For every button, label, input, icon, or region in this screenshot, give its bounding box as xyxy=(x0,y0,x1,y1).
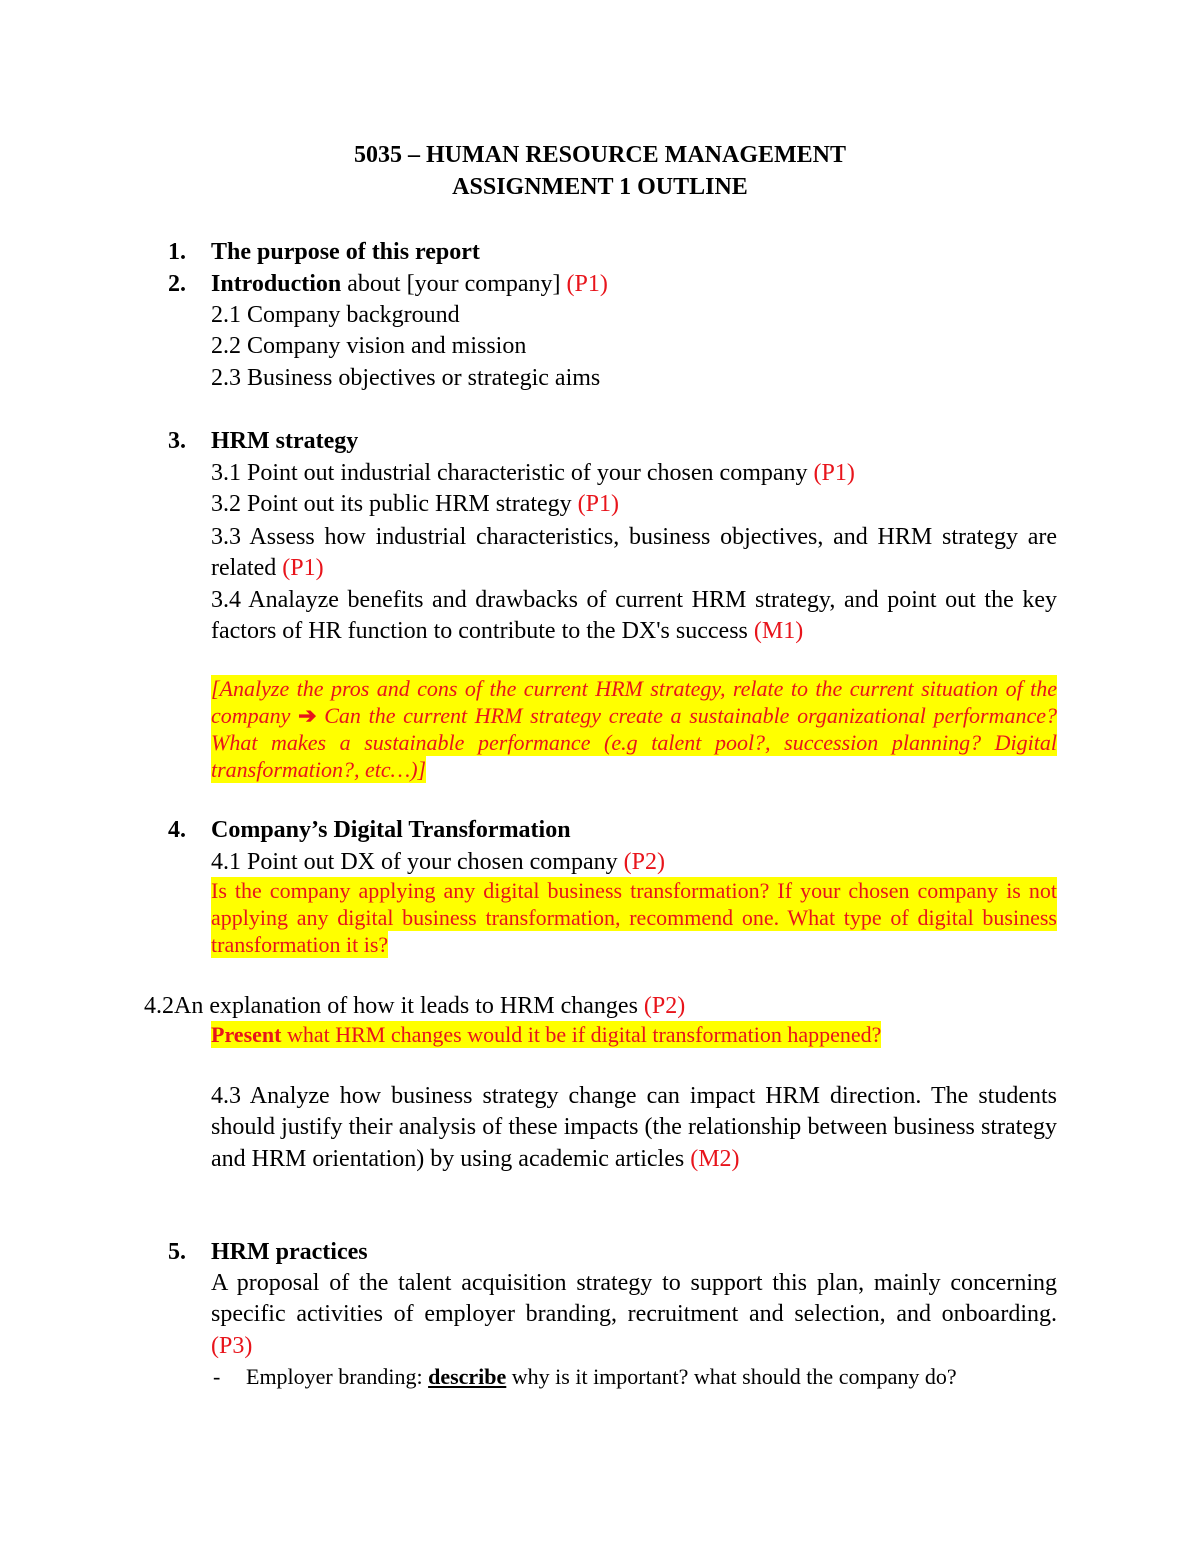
section-5-number: 5. xyxy=(168,1239,186,1265)
section-1-heading: The purpose of this report xyxy=(211,239,480,265)
section-3-item: 3.4 Analayze benefits and drawbacks of current HRM strategy, and point out the key factors of HR function to contribute to the DX's success (M1) xyxy=(211,587,1057,645)
section-2-item: 2.1 Company background xyxy=(211,302,460,328)
document-title: 5035 – HUMAN RESOURCE MANAGEMENT xyxy=(354,142,846,168)
section-5-heading: HRM practices xyxy=(211,1239,368,1265)
mark-tag: (P1) xyxy=(577,491,620,517)
section-1-number: 1. xyxy=(168,239,186,265)
section-3-item: 3.3 Assess how industrial characteristics, business objectives, and HRM strategy are related (P1) xyxy=(211,524,1057,582)
mark-tag: (M2) xyxy=(690,1145,740,1172)
document-subtitle: ASSIGNMENT 1 OUTLINE xyxy=(452,174,748,200)
section-4-item: 4.3 Analyze how business strategy change can impact HRM direction. The students should justify their analysis of these impacts (the relationship between business strategy and HRM orientation) by using academic articles (M2) xyxy=(211,1083,1057,1172)
section-5-paragraph: A proposal of the talent acquisition strategy to support this plan, mainly concerning specific activities of employer branding, recruitment and selection, and onboarding. (P3) xyxy=(211,1270,1057,1359)
bullet-item: Employer branding: describe why is it important? what should the company do? xyxy=(246,1364,957,1389)
section-4-heading: Company’s Digital Transformation xyxy=(211,817,571,843)
mark-tag: (P2) xyxy=(643,993,686,1019)
highlighted-note: [Analyze the pros and cons of the current HRM strategy, relate to the current situation of the company ➔ Can the current HRM strategy create a sustainable organizational performance? What makes a sustainable performance (e.g talent pool?, succession planning? Digital transformation?, etc…)] xyxy=(211,676,1057,782)
highlighted-note: Is the company applying any digital business transformation? If your chosen company is not applying any digital business transformation, recommend one. What type of digital business transformation it is? xyxy=(211,878,1057,957)
bullet-dash: - xyxy=(213,1364,221,1389)
mark-tag: (P1) xyxy=(813,460,855,486)
mark-tag: (P2) xyxy=(623,849,665,875)
section-2-number: 2. xyxy=(168,271,186,297)
section-3-heading: HRM strategy xyxy=(211,428,359,454)
mark-tag: (M1) xyxy=(753,618,804,645)
highlighted-note: Present what HRM changes would it be if digital transformation happened? xyxy=(211,1022,882,1047)
section-2-item: 2.2 Company vision and mission xyxy=(211,333,527,359)
section-4-number: 4. xyxy=(168,817,186,843)
section-3-item: 3.2 Point out its public HRM strategy (P1) xyxy=(211,491,620,517)
mark-tag: (P3) xyxy=(211,1332,253,1359)
mark-tag: (P1) xyxy=(566,271,608,297)
section-3-number: 3. xyxy=(168,428,186,454)
section-4-item: 4.1 Point out DX of your chosen company (P2) xyxy=(211,849,665,875)
arrow-icon: ➔ xyxy=(298,703,317,728)
section-3-item: 3.1 Point out industrial characteristic of your chosen company (P1) xyxy=(211,460,855,486)
section-2-heading: Introduction about [your company] (P1) xyxy=(211,271,608,297)
mark-tag: (P1) xyxy=(282,555,324,582)
section-4-item: 4.2An explanation of how it leads to HRM changes (P2) xyxy=(144,993,686,1019)
section-2-item: 2.3 Business objectives or strategic aims xyxy=(211,365,601,391)
